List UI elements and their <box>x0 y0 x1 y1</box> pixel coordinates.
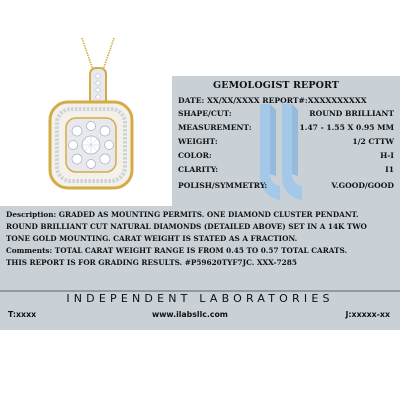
field-label: MEASUREMENT: <box>178 123 252 132</box>
field-value: 1.47 - 1.55 X 0.95 MM <box>299 123 394 132</box>
field-label: CLARITY: <box>178 165 219 174</box>
field-label: COLOR: <box>178 151 212 160</box>
report-field-shape <box>178 109 394 122</box>
diamond-cluster-pendant-icon <box>30 38 148 208</box>
field-label: WEIGHT: <box>178 137 218 146</box>
lab-name: INDEPENDENT LABORATORIES <box>66 292 334 305</box>
description-line: TONE GOLD MOUNTING. CARAT WEIGHT IS STATED AS A FRACTION. <box>6 234 298 243</box>
date-report-number: DATE: XX/XX/XXXX REPORT#:XXXXXXXXXX <box>178 96 367 105</box>
comments-line: THIS REPORT IS FOR GRADING RESULTS. #P59620TYF7JC. XXX-7285 <box>6 258 297 267</box>
field-value: H-I <box>380 151 394 160</box>
field-label: POLISH/SYMMETRY: <box>178 181 268 190</box>
right-code: J:xxxxx-xx <box>345 310 390 319</box>
field-value: V.GOOD/GOOD <box>331 181 394 190</box>
chain-left <box>82 38 93 70</box>
field-value: I1 <box>385 165 394 174</box>
report-field-color <box>178 151 394 164</box>
report-field-clarity <box>178 165 394 178</box>
description-line: Description: GRADED AS MOUNTING PERMITS. ONE DIAMOND CLUSTER PENDANT. <box>6 210 359 219</box>
lab-website: www.ilabsllc.com <box>152 310 228 319</box>
report-field-polish-symmetry <box>178 181 394 194</box>
left-code: T:xxxx <box>8 310 37 319</box>
report-header-line <box>178 96 394 109</box>
chain-right <box>103 38 114 70</box>
field-value: 1/2 CTTW <box>352 137 394 146</box>
comments-line: Comments: TOTAL CARAT WEIGHT RANGE IS FROM 0.45 TO 0.57 TOTAL CARATS. <box>6 246 348 255</box>
report-field-weight <box>178 137 394 150</box>
report-field-measurement <box>178 123 394 136</box>
field-value: ROUND BRILLIANT <box>309 109 394 118</box>
description-line: ROUND BRILLIANT CUT NATURAL DIAMONDS (DETAILED ABOVE) SET IN A 14K TWO <box>6 222 367 231</box>
report-title: GEMOLOGIST REPORT <box>213 80 339 91</box>
field-label: SHAPE/CUT: <box>178 109 232 118</box>
